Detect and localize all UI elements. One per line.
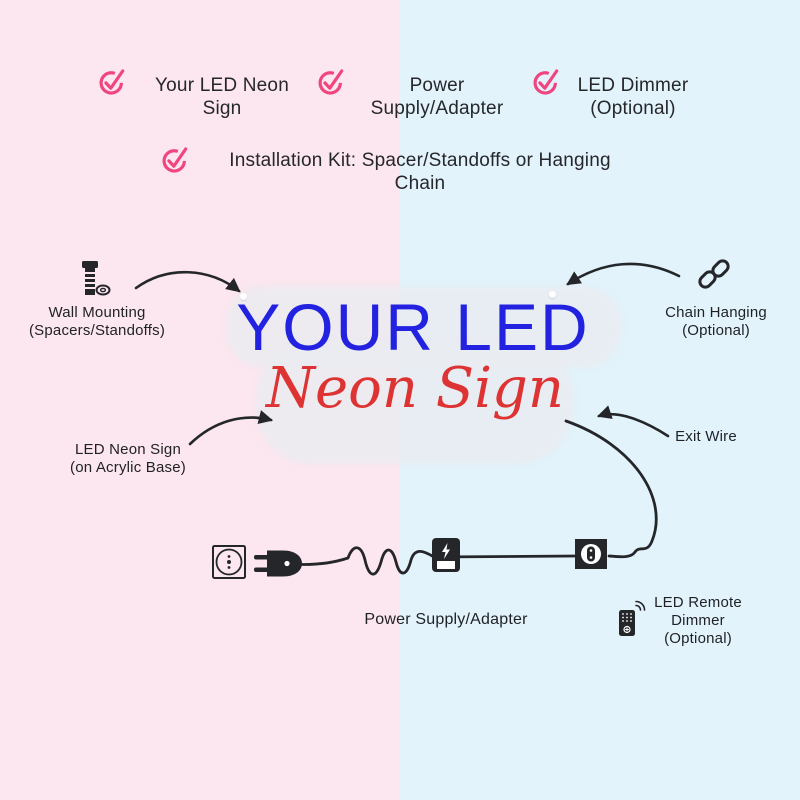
wall-outlet-icon bbox=[213, 546, 245, 578]
wall-mounting-arrow bbox=[136, 272, 239, 291]
exit-wire-arrow bbox=[599, 414, 668, 436]
neon-sign-text-line2: Neon Sign bbox=[266, 356, 564, 421]
chain-hanging-label: Chain Hanging (Optional) bbox=[665, 304, 767, 339]
check-circle-icon bbox=[101, 71, 123, 93]
led-neon-sign-label: LED Neon Sign (on Acrylic Base) bbox=[70, 441, 186, 476]
neon-sign-text-line1: YOUR LED bbox=[236, 290, 590, 364]
chain-hanging-arrow bbox=[568, 264, 679, 284]
checklist-item-installation-kit: Installation Kit: Spacer/Standoffs or Hanging Chain bbox=[229, 150, 611, 194]
wall-mounting-label: Wall Mounting (Spacers/Standoffs) bbox=[28, 304, 166, 339]
screw-standoff-icon bbox=[82, 261, 110, 295]
exit-wire-label: Exit Wire bbox=[675, 428, 737, 445]
check-circle-icon bbox=[164, 149, 186, 171]
power-supply-adapter-label: Power Supply/Adapter bbox=[364, 611, 528, 628]
checklist-item-power-supply: Power Supply/Adapter bbox=[370, 75, 504, 119]
inline-dimmer-icon bbox=[575, 539, 607, 569]
power-plug-icon bbox=[254, 551, 302, 577]
chain-link-icon bbox=[698, 259, 731, 290]
checklist-item-led-dimmer: LED Dimmer (Optional) bbox=[577, 75, 689, 119]
led-remote-dimmer-label: LED Remote Dimmer (Optional) bbox=[654, 594, 742, 647]
check-circle-icon bbox=[320, 71, 342, 93]
exit-wire bbox=[566, 421, 656, 557]
remote-control-icon bbox=[619, 602, 645, 637]
checklist-item-your-led-neon-sign: Your LED Neon Sign bbox=[155, 75, 289, 119]
power-adapter-icon bbox=[432, 538, 460, 572]
